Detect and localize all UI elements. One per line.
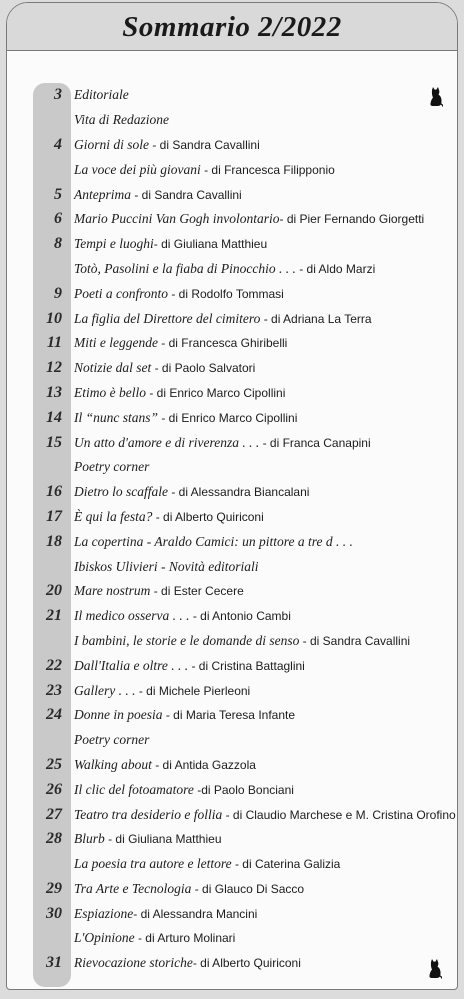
article-author: - di Giuliana Matthieu bbox=[153, 237, 268, 252]
toc-entry bbox=[7, 579, 458, 604]
toc-entry bbox=[7, 926, 458, 951]
article-author: - di Alberto Quiriconi bbox=[192, 956, 301, 971]
cat-silhouette-icon bbox=[429, 87, 443, 107]
page-number: 27 bbox=[46, 805, 62, 823]
article-author: - di Sandra Cavallini bbox=[299, 633, 411, 648]
table-of-contents-panel bbox=[6, 2, 458, 990]
article-title: Gallery . . . bbox=[74, 682, 136, 698]
article-title: È qui la festa? bbox=[74, 508, 153, 524]
article-title: Poetry corner bbox=[74, 732, 150, 748]
entry-text bbox=[74, 608, 291, 624]
toc-entry bbox=[7, 455, 458, 480]
article-author: - di Sandra Cavallini bbox=[149, 137, 260, 152]
article-title: Notizie dal set bbox=[74, 360, 152, 376]
article-title: Totò, Pasolini e la fiaba di Pinocchio . . . bbox=[74, 260, 296, 276]
page-number: 15 bbox=[46, 433, 62, 451]
entry-text bbox=[74, 311, 372, 327]
entry-text bbox=[74, 757, 256, 773]
article-title: La figlia del Direttore del cimitero bbox=[74, 310, 261, 326]
entry-text bbox=[74, 435, 371, 451]
article-author: - di Antida Gazzola bbox=[151, 757, 256, 772]
toc-entry bbox=[7, 157, 458, 182]
toc-entry bbox=[7, 405, 458, 430]
entry-text bbox=[74, 559, 258, 575]
article-author: - di Caterina Galizia bbox=[231, 857, 341, 872]
toc-entry bbox=[7, 554, 458, 579]
article-author: - di Franca Canapini bbox=[259, 435, 371, 450]
entry-text bbox=[74, 782, 294, 798]
entry-text bbox=[74, 881, 304, 897]
article-author: - di Antonio Cambi bbox=[189, 609, 291, 624]
page-number: 17 bbox=[46, 507, 62, 525]
article-title: Poetry corner bbox=[74, 459, 150, 475]
toc-entry bbox=[7, 951, 458, 976]
entry-text bbox=[74, 955, 301, 971]
entry-text bbox=[74, 410, 297, 426]
toc-entry bbox=[7, 827, 458, 852]
article-author: - di Ester Cecere bbox=[150, 584, 244, 599]
entry-text bbox=[74, 484, 309, 500]
toc-entry bbox=[7, 133, 458, 158]
page-number: 25 bbox=[46, 755, 62, 773]
article-author: - di Giuliana Matthieu bbox=[104, 832, 222, 847]
article-title: La voce dei più giovani bbox=[74, 161, 201, 177]
page-title: Sommario 2/2022 bbox=[122, 11, 342, 43]
entry-text bbox=[74, 906, 257, 922]
article-author: - di Cristina Battaglini bbox=[188, 658, 305, 673]
entry-text bbox=[74, 856, 340, 872]
article-title: Donne in poesia bbox=[74, 707, 163, 723]
article-title: La copertina - Araldo Camici: un pittore a tre d . . . bbox=[74, 533, 353, 549]
article-title: Tra Arte e Tecnologia bbox=[74, 880, 192, 896]
toc-entry bbox=[7, 877, 458, 902]
toc-list bbox=[7, 83, 458, 976]
article-author: - di Rodolfo Tommasi bbox=[168, 286, 284, 301]
article-title: Teatro tra desiderio e follia bbox=[74, 806, 223, 822]
toc-entry bbox=[7, 802, 458, 827]
article-title: Dall'Italia e oltre . . . bbox=[74, 657, 189, 673]
page-number: 21 bbox=[46, 607, 62, 625]
page-number: 29 bbox=[46, 879, 62, 897]
entry-text bbox=[74, 633, 410, 649]
article-title: Vita di Redazione bbox=[74, 112, 169, 128]
article-author: - di Glauco Di Sacco bbox=[191, 881, 305, 896]
article-title: Rievocazione storiche bbox=[74, 955, 193, 971]
article-title: La poesia tra autore e lettore bbox=[74, 856, 232, 872]
entry-text bbox=[74, 683, 250, 699]
toc-entry bbox=[7, 529, 458, 554]
entry-text bbox=[74, 286, 284, 302]
article-title: Etimo è bello bbox=[74, 384, 146, 400]
toc-entry bbox=[7, 182, 458, 207]
article-title: Il medico osserva . . . bbox=[74, 608, 190, 624]
page-number: 6 bbox=[54, 210, 62, 228]
article-title: Il “nunc stans” bbox=[74, 409, 159, 425]
article-author: - di Claudio Marchese e M. Cristina Orofino bbox=[222, 807, 456, 822]
article-author: - di Pier Fernando Giorgetti bbox=[279, 212, 425, 227]
article-author: - di Arturo Molinari bbox=[134, 931, 236, 946]
entry-text bbox=[74, 87, 129, 103]
article-title: Espiazione bbox=[74, 905, 134, 921]
article-title: Poeti a confronto bbox=[74, 285, 168, 301]
page-number: 5 bbox=[54, 185, 62, 203]
article-title: Giorni di sole bbox=[74, 136, 150, 152]
article-author: - di Sandra Cavallini bbox=[131, 187, 242, 202]
toc-entry bbox=[7, 505, 458, 530]
toc-entry bbox=[7, 653, 458, 678]
entry-text bbox=[74, 360, 255, 376]
entry-text bbox=[74, 261, 375, 277]
entry-text bbox=[74, 162, 335, 178]
article-author: - di Enrico Marco Cipollini bbox=[145, 385, 286, 400]
article-author: - di Alessandra Biancalani bbox=[168, 485, 310, 500]
entry-text bbox=[74, 509, 264, 525]
toc-entry bbox=[7, 703, 458, 728]
page-number: 12 bbox=[46, 359, 62, 377]
entry-text bbox=[74, 137, 260, 153]
toc-entry bbox=[7, 728, 458, 753]
entry-text bbox=[74, 211, 424, 227]
entry-text bbox=[74, 707, 295, 723]
article-title: Il clic del fotoamatore bbox=[74, 781, 194, 797]
article-author: -di Paolo Bonciani bbox=[193, 782, 294, 797]
article-author: - di Adriana La Terra bbox=[260, 311, 372, 326]
article-title: Miti e leggende bbox=[74, 335, 158, 351]
article-title: Editoriale bbox=[74, 87, 129, 103]
page-number: 4 bbox=[54, 135, 62, 153]
page-number: 14 bbox=[46, 408, 62, 426]
article-author: - di Michele Pierleoni bbox=[135, 683, 251, 698]
entry-text bbox=[74, 335, 287, 351]
page-number: 18 bbox=[46, 532, 62, 550]
article-title: Tempi e luoghi bbox=[74, 236, 154, 252]
article-author: - di Maria Teresa Infante bbox=[162, 708, 296, 723]
page-number: 28 bbox=[46, 830, 62, 848]
article-author: - di Francesca Ghiribelli bbox=[157, 336, 288, 351]
entry-text bbox=[74, 534, 353, 550]
toc-entry bbox=[7, 83, 458, 108]
article-title: Mare nostrum bbox=[74, 583, 151, 599]
entry-text bbox=[74, 658, 305, 674]
toc-entry bbox=[7, 604, 458, 629]
toc-entry bbox=[7, 306, 458, 331]
toc-entry bbox=[7, 381, 458, 406]
toc-entry bbox=[7, 430, 458, 455]
article-title: Anteprima bbox=[74, 186, 131, 202]
page-number: 9 bbox=[54, 284, 62, 302]
entry-text bbox=[74, 236, 267, 252]
toc-entry bbox=[7, 678, 458, 703]
page-number: 24 bbox=[46, 706, 62, 724]
entry-text bbox=[74, 385, 285, 401]
page-number: 13 bbox=[46, 383, 62, 401]
entry-text bbox=[74, 583, 244, 599]
page-number: 26 bbox=[46, 780, 62, 798]
entry-text bbox=[74, 112, 169, 128]
article-author: - di Paolo Salvatori bbox=[151, 361, 256, 376]
page-number: 22 bbox=[46, 656, 62, 674]
page-number: 20 bbox=[46, 582, 62, 600]
toc-entry bbox=[7, 480, 458, 505]
toc-entry bbox=[7, 232, 458, 257]
page-number: 11 bbox=[46, 334, 62, 352]
article-author: - di Alberto Quiriconi bbox=[152, 509, 264, 524]
toc-entry bbox=[7, 777, 458, 802]
article-title: Ibiskos Ulivieri - Novità editoriali bbox=[74, 558, 259, 574]
toc-entry bbox=[7, 257, 458, 282]
article-author: - di Alessandra Mancini bbox=[133, 906, 258, 921]
page-number: 30 bbox=[46, 904, 62, 922]
entry-text bbox=[74, 807, 456, 823]
page-number: 3 bbox=[54, 86, 62, 104]
article-author: - di Enrico Marco Cipollini bbox=[158, 410, 298, 425]
article-title: Mario Puccini Van Gogh involontario bbox=[74, 211, 280, 227]
article-title: L'Opinione bbox=[74, 930, 135, 946]
toc-entry bbox=[7, 331, 458, 356]
toc-entry bbox=[7, 281, 458, 306]
article-title: I bambini, le storie e le domande di senso bbox=[74, 632, 300, 648]
entry-text bbox=[74, 732, 149, 748]
article-author: - di Francesca Filipponio bbox=[200, 162, 335, 177]
article-author: - di Aldo Marzi bbox=[295, 261, 376, 276]
entry-text bbox=[74, 459, 149, 475]
cat-silhouette-icon bbox=[428, 959, 442, 979]
toc-entry bbox=[7, 108, 458, 133]
article-title: Blurb bbox=[74, 831, 105, 847]
page-number: 8 bbox=[54, 235, 62, 253]
entry-text bbox=[74, 831, 222, 847]
page-number: 31 bbox=[46, 954, 62, 972]
entry-text bbox=[74, 930, 235, 946]
toc-entry bbox=[7, 356, 458, 381]
page-number: 10 bbox=[46, 309, 62, 327]
toc-entry bbox=[7, 852, 458, 877]
article-title: Walking about bbox=[74, 756, 152, 772]
toc-entry bbox=[7, 901, 458, 926]
article-title: Un atto d'amore e di riverenza . . . bbox=[74, 434, 260, 450]
header-band bbox=[7, 3, 457, 51]
toc-entry bbox=[7, 629, 458, 654]
article-title: Dietro lo scaffale bbox=[74, 484, 168, 500]
entry-text bbox=[74, 187, 242, 203]
page-number: 16 bbox=[46, 483, 62, 501]
toc-entry bbox=[7, 753, 458, 778]
page-number: 23 bbox=[46, 681, 62, 699]
toc-entry bbox=[7, 207, 458, 232]
